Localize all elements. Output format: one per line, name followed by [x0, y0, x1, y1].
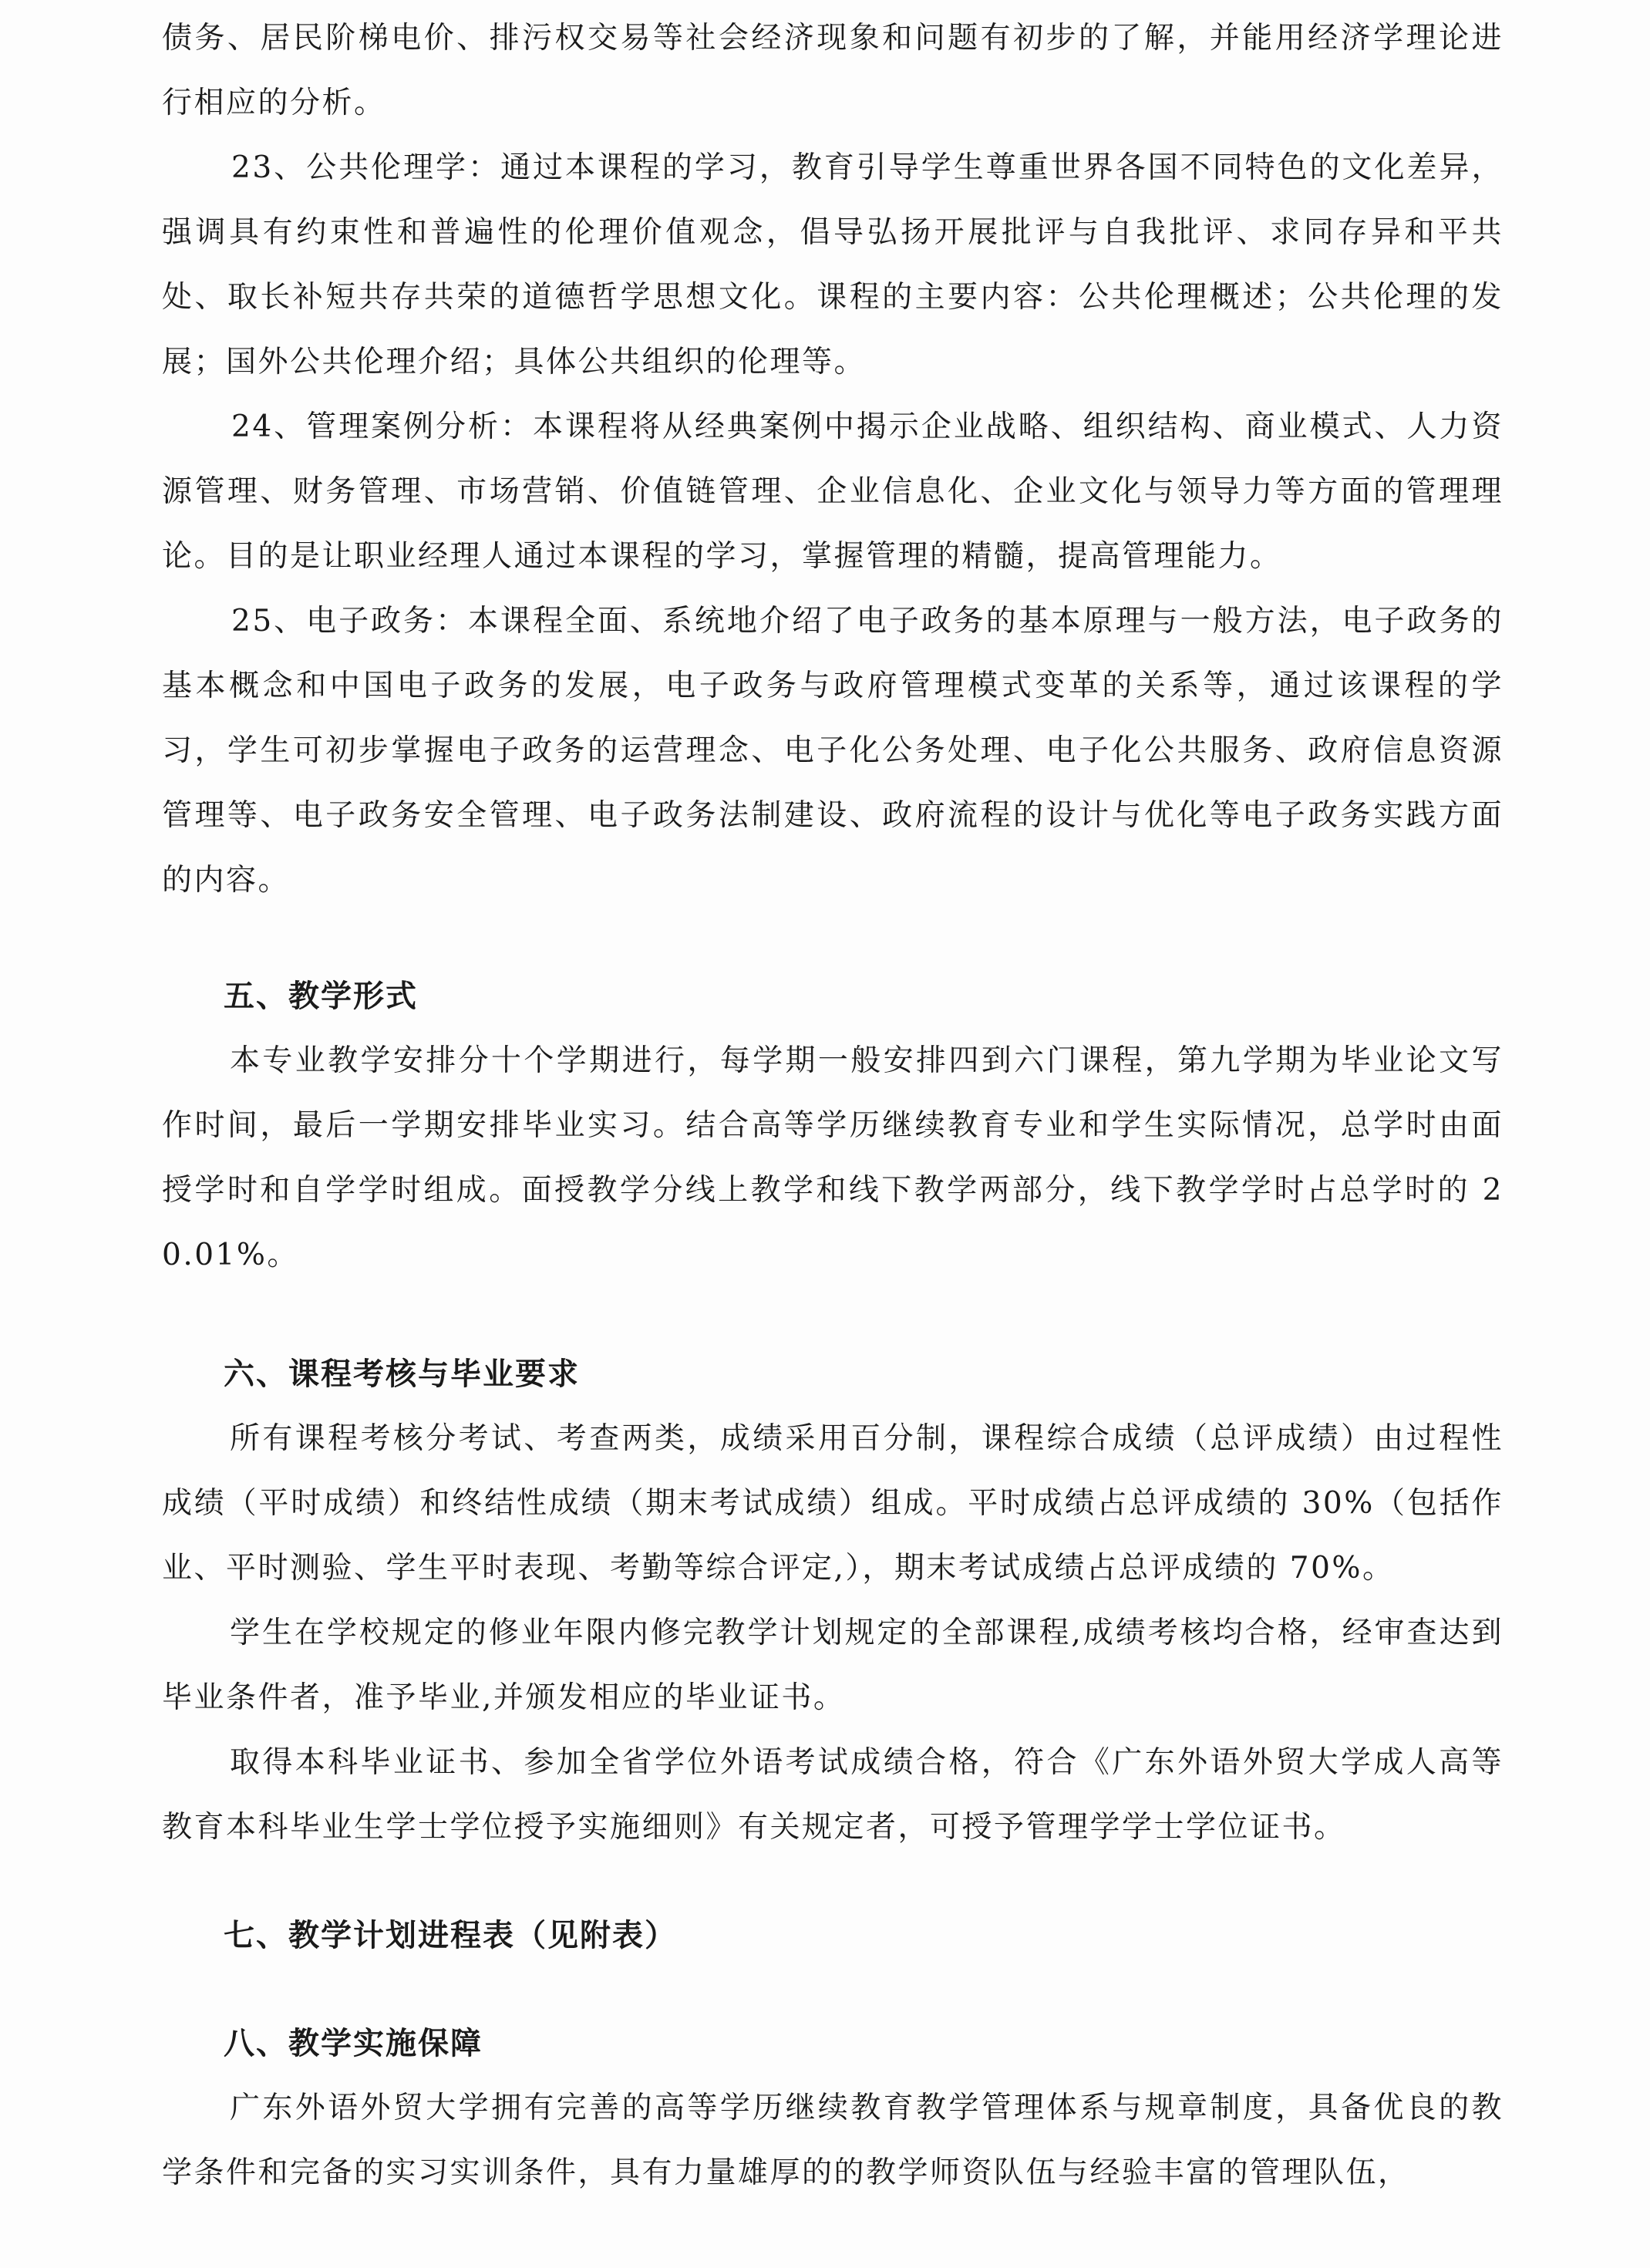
continued-paragraph: 债务、居民阶梯电价、排污权交易等社会经济现象和问题有初步的了解，并能用经济学理论进行相应的分析。	[162, 21, 1504, 120]
course-25-paragraph: 25、电子政务：本课程全面、系统地介绍了电子政务的基本原理与一般方法，电子政务的基本概念和中国电子政务的发展，电子政务与政府管理模式变革的关系等，通过该课程的学习，学生可初步掌握电子政务的运营理念、电子化公务处理、电子化公共服务、政府信息资源管理等、电子政务安全管理、电子政务法制建设、政府流程的设计与优化等电子政务实践方面的内容。	[162, 604, 1504, 898]
section-8-paragraph: 广东外语外贸大学拥有完善的高等学历继续教育教学管理体系与规章制度，具备优良的教学条件和完备的实习实训条件，具有力量雄厚的的教学师资队伍与经验丰富的管理队伍，	[162, 2091, 1504, 2190]
section-6-paragraph-1: 所有课程考核分考试、考查两类，成绩采用百分制，课程综合成绩（总评成绩）由过程性成绩（平时成绩）和终结性成绩（期末考试成绩）组成。平时成绩占总评成绩的 30%（包括作业、平时测验、学生平时表现、考勤等综合评定,），期末考试成绩占总评成绩的 70%。	[162, 1421, 1504, 1586]
course-23-paragraph: 23、公共伦理学：通过本课程的学习，教育引导学生尊重世界各国不同特色的文化差异，强调具有约束性和普遍性的伦理价值观念，倡导弘扬开展批评与自我批评、求同存异和平共处、取长补短共存共荣的道德哲学思想文化。课程的主要内容：公共伦理概述；公共伦理的发展；国外公共伦理介绍；具体公共组织的伦理等。	[162, 150, 1504, 379]
section-spacer	[162, 1860, 1504, 1903]
course-24-paragraph: 24、管理案例分析：本课程将从经典案例中揭示企业战略、组织结构、商业模式、人力资源管理、财务管理、市场营销、价值链管理、企业信息化、企业文化与领导力等方面的管理理论。目的是让职业经理人通过本课程的学习，掌握管理的精髓，提高管理能力。	[162, 409, 1504, 574]
section-spacer	[162, 1968, 1504, 2011]
document-content	[162, 6, 1504, 2206]
section-5-paragraph: 本专业教学安排分十个学期进行，每学期一般安排四到六门课程，第九学期为毕业论文写作时间，最后一学期安排毕业实习。结合高等学历继续教育专业和学生实际情况，总学时由面授学时和自学学时组成。面授教学分线上教学和线下教学两部分，线下教学学时占总学时的 20.01%。	[162, 1043, 1504, 1272]
section-spacer	[162, 1288, 1504, 1342]
section-6-paragraph-3: 取得本科毕业证书、参加全省学位外语考试成绩合格，符合《广东外语外贸大学成人高等教育本科毕业生学士学位授予实施细则》有关规定者，可授予管理学学士学位证书。	[162, 1745, 1504, 1845]
section-spacer	[162, 913, 1504, 964]
section-8-heading: 八、教学实施保障	[224, 2025, 483, 2061]
section-5-heading: 五、教学形式	[224, 978, 418, 1014]
section-6-heading: 六、课程考核与毕业要求	[224, 1356, 580, 1392]
section-6-paragraph-2: 学生在学校规定的修业年限内修完教学计划规定的全部课程,成绩考核均合格，经审查达到毕业条件者，准予毕业,并颁发相应的毕业证书。	[162, 1616, 1504, 1715]
section-7-heading: 七、教学计划进程表（见附表）	[224, 1917, 677, 1953]
